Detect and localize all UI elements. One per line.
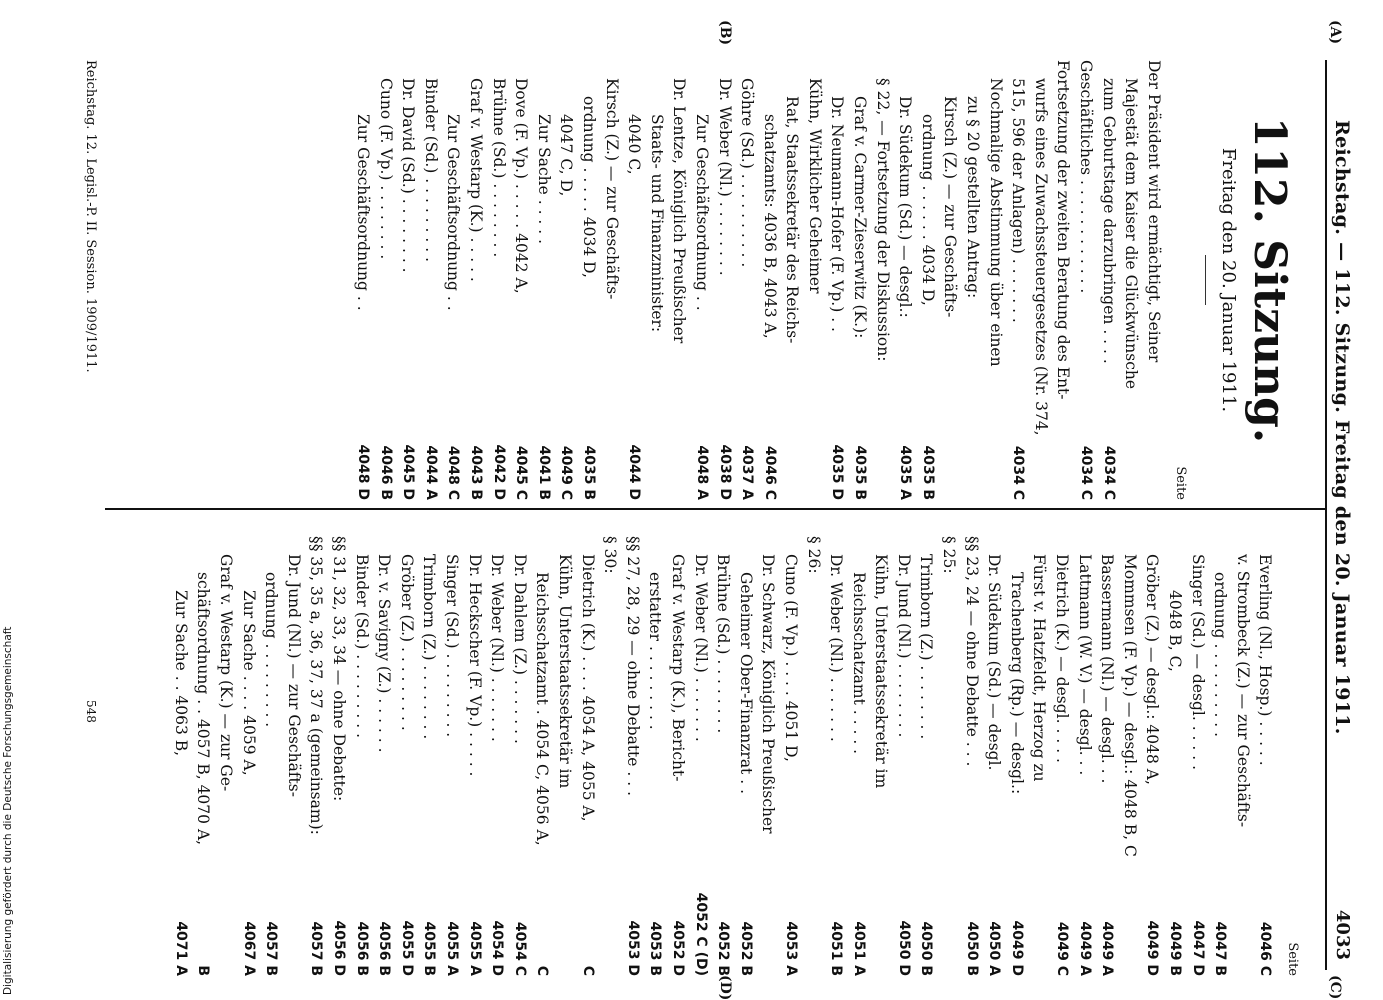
entry-text: Trachenberg (Rp.) — desgl.: <box>1007 572 1026 795</box>
index-entry <box>260 536 283 976</box>
index-entry <box>734 536 757 976</box>
entry-text: Dr. Südekum (Sd.) — desgl.: <box>896 96 915 318</box>
index-entry <box>1163 536 1186 976</box>
index-entry <box>847 536 870 976</box>
entry-text: Geheimer Ober-Finanzrat . . <box>736 572 755 794</box>
entry-text: §§ 31, 32, 33, 34 — ohne Debatte: <box>330 536 349 802</box>
entry-text: Gröber (Z.) . . . . . . . . . <box>397 554 416 731</box>
seite-label-right: Seite <box>1285 942 1300 976</box>
page-reference: 4048 A <box>693 445 710 500</box>
entry-text: Lattmann (W. V.) — desgl. . . <box>1075 554 1094 776</box>
index-entry <box>1005 536 1028 976</box>
page-reference: 4045 C <box>513 445 530 500</box>
index-entry <box>960 536 983 976</box>
index-entry <box>916 60 939 500</box>
page-reference: 4042 D <box>490 444 507 500</box>
index-entry <box>690 60 713 500</box>
entry-text: v. Strombeck (Z.) — zur Geschäfts- <box>1233 554 1252 828</box>
index-entry <box>1096 536 1119 976</box>
index-entry <box>779 536 802 976</box>
index-entry <box>397 60 420 500</box>
page-reference: 4049 D <box>1008 920 1025 976</box>
entry-text: Göhre (Sd.) . . . . . . . . . . <box>738 78 757 268</box>
entry-text: Zur Geschäftsordnung . . <box>354 114 373 311</box>
index-entry <box>215 536 238 976</box>
entry-text: Graf v. Westarp (K.) — zur Ge- <box>217 554 236 792</box>
index-entry <box>1007 60 1030 500</box>
index-entry <box>825 536 848 976</box>
page-reference: 4048 C <box>445 445 462 500</box>
entry-text: Staats- und Finanzminister: <box>647 114 666 333</box>
entry-text: Trimborn (Z.) . . . . . . . . <box>917 554 936 740</box>
entry-text: § 22, — Fortsetzung der Diskussion: <box>873 78 892 362</box>
entry-text: Dr. Neumann-Hofer (F. Vp.) . . <box>828 96 847 332</box>
entry-text: § 25: <box>940 536 959 574</box>
page-reference: 4048 D <box>355 444 372 500</box>
entry-text: 4048 B, C, <box>1166 590 1185 672</box>
page-reference: 4056 B <box>353 921 370 976</box>
index-entry <box>599 536 622 976</box>
page-reference: 4034 C <box>1010 445 1027 500</box>
entry-text: Brühne (Sd.) . . . . . . . . <box>714 554 733 734</box>
page-reference: 4055 B <box>421 921 438 976</box>
index-entry <box>826 60 849 500</box>
entry-text: Zur Geschäftsordnung . . <box>692 114 711 311</box>
entry-text: Dietrich (K.) . . . . 4054 A, 4055 A, <box>578 554 597 822</box>
page-reference: 4038 D <box>716 444 733 500</box>
index-entry <box>689 536 712 976</box>
entry-text: Dr. Schwarz, Königlich Preußischer <box>759 554 778 834</box>
index-entry <box>1142 60 1165 500</box>
index-entry <box>351 60 374 500</box>
entry-text: Fürst v. Hatzfeldt, Herzog zu <box>1030 554 1049 782</box>
page-reference: 4049 D <box>1144 920 1161 976</box>
page-reference: 4049 A <box>1076 921 1093 976</box>
entry-text: § 26: <box>804 536 823 574</box>
session-title: 112. Sitzung. <box>1244 116 1295 444</box>
page-reference: 4046 C <box>1257 921 1274 976</box>
signature-mark: 548 <box>84 700 98 723</box>
entry-text: Dr. Lentze, Königlich Preußischer <box>670 78 689 344</box>
entry-text: Dr. Weber (Nl.) . . . . . . . <box>691 554 710 742</box>
entry-text: schäftsordnung . . 4057 B, 4070 A, <box>194 572 213 846</box>
index-entry <box>915 536 938 976</box>
index-entry <box>419 60 442 500</box>
index-entry <box>555 60 578 500</box>
entry-text: Binder (Sd.) . . . . . . . . . <box>421 78 440 263</box>
entry-text: Dove (F. Vp.) . . . . . 4042 A, <box>512 78 531 294</box>
page-reference: 4053 A <box>782 921 799 976</box>
index-entry <box>849 60 872 500</box>
page-reference: 4049 A <box>1099 921 1116 976</box>
page-reference: 4041 B <box>535 445 552 500</box>
page-reference: 4050 A <box>986 921 1003 976</box>
entry-text: Kirsch (Z.) — zur Geschäfts- <box>941 96 960 318</box>
left-column <box>351 60 1303 500</box>
entry-text: Dr. Weber (Nl.) . . . . . . . <box>827 554 846 742</box>
header-title: Reichstag. — 112. Sitzung. Freitag den 20. Januar 1911. <box>1331 120 1353 735</box>
page-reference: 4035 B <box>852 445 869 500</box>
entry-text: Binder (Sd.) . . . . . . . . . <box>352 554 371 739</box>
index-entry <box>282 536 305 976</box>
page-reference: 4049 B <box>1167 921 1184 976</box>
page-reference: 4043 B <box>468 445 484 500</box>
page-reference: 4056 B <box>376 921 393 976</box>
entry-text: wurfs eines Zuwachssteuergesetzes (Nr. 374, <box>1031 78 1050 436</box>
entry-text: 4040 C, <box>625 114 644 175</box>
entry-text: Kühn, Wirklicher Geheimer <box>805 78 824 294</box>
page-reference: 4050 B <box>963 921 980 976</box>
page-reference: 4047 D <box>1189 920 1206 976</box>
page-reference: 4052 C (D) <box>692 892 709 976</box>
index-entry <box>374 60 397 500</box>
entry-text: Dr. Dahlem (Z.) . . . . . . . <box>510 554 529 744</box>
index-entry <box>192 536 215 976</box>
page-reference: 4046 C <box>761 445 778 500</box>
entry-text: Gröber (Z.) — desgl.: 4048 A, <box>1143 554 1162 785</box>
entry-text: Graf v. Westarp (K.) . . . . . <box>467 78 485 282</box>
index-entry <box>645 60 668 500</box>
index-entry <box>1186 536 1209 976</box>
margin-mark-c: (C) <box>1327 975 1343 1000</box>
index-entry <box>736 60 759 500</box>
entry-text: Dr. Jund (Nl.) — zur Geschäfts- <box>284 554 303 797</box>
index-entry <box>418 536 441 976</box>
index-entry <box>553 536 576 976</box>
page-reference: 4051 A <box>850 921 867 976</box>
page-reference: 4044 D <box>626 444 643 500</box>
index-entry <box>871 60 894 500</box>
entry-text: Mommsen (F. Vp.) — desgl.: 4048 B, C <box>1120 554 1139 857</box>
page-reference: 4051 B <box>828 921 845 976</box>
digitization-note: Digitalisierung gefördert durch die Deutsche Forschungsgemeinschaft <box>2 626 14 995</box>
entry-text: Singer (Sd.) . . . . . . . . . <box>443 554 462 738</box>
page-reference: 4052 D <box>669 920 686 976</box>
page-reference: 4055 D <box>398 920 415 976</box>
margin-mark-b: (B) <box>717 20 733 46</box>
entry-text: Graf v. Carmer-Zieserwitz (K.): <box>851 96 870 339</box>
page-reference: 4035 A <box>897 445 914 500</box>
index-entry <box>712 536 735 976</box>
entry-text: Der Präsident wird ermächtigt, Seiner <box>1144 60 1163 363</box>
entry-text: 515, 596 der Anlagen) . . . . . . . <box>1009 78 1028 323</box>
page-reference: 4037 A <box>739 445 756 500</box>
entry-text: Zur Sache . . . . 4059 A, <box>239 590 258 776</box>
page-reference: 4035 B <box>580 445 597 500</box>
page-reference: 4035 B <box>919 445 936 500</box>
page-reference: 4052 B <box>737 921 754 976</box>
entry-text: §§ 23, 24 — ohne Debatte . . . <box>962 536 981 767</box>
index-entry <box>576 536 599 976</box>
margin-mark-d: (D) <box>717 975 733 1000</box>
index-entry <box>169 536 192 976</box>
page-reference: 4045 D <box>400 444 417 500</box>
page-reference: B <box>195 965 212 976</box>
page-reference: 4050 D <box>895 920 912 976</box>
entry-text: Everling (Nl., Hosp.) . . . . . <box>1256 554 1275 766</box>
index-entry <box>486 536 509 976</box>
entry-text: Kirsch (Z.) — zur Geschäfts- <box>602 78 621 300</box>
page-reference: 4056 D <box>331 920 348 976</box>
index-entry <box>1231 536 1254 976</box>
index-entry <box>440 536 463 976</box>
entry-text: Cuno (F. Vp.) . . . . 4051 D, <box>781 554 800 762</box>
footer-text: Reichstag. 12. Legisl.-P. II. Session. 1909/1911. <box>83 60 98 373</box>
entry-text: Dr. Heckscher (F. Vp.) . . . . . <box>465 554 484 777</box>
entry-text: 4047 C, D, <box>557 114 576 197</box>
entry-text: § 30: <box>601 536 620 574</box>
index-entry <box>237 536 260 976</box>
index-entry <box>1097 60 1120 500</box>
page-reference: 4049 C <box>558 445 575 500</box>
index-entry <box>531 536 554 976</box>
index-entry <box>508 536 531 976</box>
entry-text: Trimborn (Z.) . . . . . . . . <box>420 554 439 740</box>
entry-text: Cuno (F. Vp.) . . . . . . . . <box>376 78 395 260</box>
index-entry <box>532 60 555 500</box>
index-entry <box>1120 60 1143 500</box>
index-entry <box>1052 60 1075 500</box>
page-reference: 4035 D <box>829 444 846 500</box>
entry-text: Dietrich (K.) — desgl. . . . . <box>1053 554 1072 763</box>
index-entry <box>373 536 396 976</box>
index-entry <box>894 60 917 500</box>
index-entry <box>600 60 623 500</box>
entry-text: Nochmalige Abstimmung über einen <box>986 78 1005 367</box>
seite-label-left: Seite <box>1173 466 1189 500</box>
index-entry <box>781 60 804 500</box>
index-entry <box>983 536 1006 976</box>
index-entry <box>350 536 373 976</box>
index-entry <box>802 536 825 976</box>
page-reference: 4049 C <box>1054 921 1071 976</box>
index-entry <box>938 536 961 976</box>
index-entry <box>1029 60 1052 500</box>
right-column <box>169 536 1303 976</box>
short-rule <box>1205 255 1206 305</box>
page-reference: 4054 D <box>489 920 506 976</box>
header-rule <box>1325 60 1327 970</box>
page-reference: 4057 B <box>263 921 280 976</box>
entry-text: Zur Sache . . . . . <box>534 114 553 245</box>
entry-text: erstatter . . . . . . . . . <box>646 572 665 730</box>
index-entry <box>666 536 689 976</box>
page-reference: C <box>534 965 551 976</box>
index-entry <box>621 536 644 976</box>
entry-text: Dr. David (Sd.) . . . . . . . . <box>399 78 418 273</box>
entry-text: Dr. Weber (Nl.) . . . . . . . <box>488 554 507 742</box>
index-entry <box>327 536 350 976</box>
entry-text: Rat, Staatssekretär des Reichs- <box>783 96 802 344</box>
page-reference: C <box>579 965 596 976</box>
entry-text: Majestät dem Kaiser die Glückwünsche <box>1122 78 1141 390</box>
entry-text: Dr. v. Savigny (Z.) . . . . . . <box>375 554 394 753</box>
index-entry <box>668 60 691 500</box>
entry-text: Dr. Jund (Nl.) . . . . . . . . <box>894 554 913 738</box>
session-date: Freitag den 20. Januar 1911. <box>1218 147 1239 413</box>
entry-text: Brühne (Sd.) . . . . . . . . <box>489 78 508 258</box>
page-reference: 4047 B <box>1212 921 1229 976</box>
entry-text: Geschäftliches . . . . . . . . . . . . <box>1077 60 1096 294</box>
entry-text: Fortsetzung der zweiten Beratung des Ent- <box>1054 60 1073 400</box>
index-entry <box>487 60 510 500</box>
column-divider <box>105 508 1325 510</box>
entry-text: Reichsschatzamt . . . . . <box>849 572 868 755</box>
index-entry <box>395 536 418 976</box>
index-entry <box>713 60 736 500</box>
page-reference: 4034 C <box>1100 445 1117 500</box>
index-entry <box>961 60 984 500</box>
entry-text: ordnung . . . . . . . . . <box>262 572 281 728</box>
page-reference: 4067 A <box>240 921 257 976</box>
page-reference: 4071 A <box>172 921 189 976</box>
index-entry <box>984 60 1007 500</box>
index-entry <box>464 60 487 500</box>
index-entry <box>1118 536 1141 976</box>
entry-text: schatzamts: 4036 B, 4043 A, <box>760 114 779 339</box>
index-entry <box>1028 536 1051 976</box>
entry-text: zum Geburtstage darzubringen . . . . <box>1099 78 1118 364</box>
index-entry <box>1074 60 1097 500</box>
index-entry <box>1141 536 1164 976</box>
entry-text: §§ 35, 35 a, 36, 37, 37 a (gemeinsam): <box>307 536 326 835</box>
entry-text: Zur Sache . . 4063 B, <box>171 590 190 757</box>
page-number: 4033 <box>1332 909 1353 960</box>
page-reference: 4054 C <box>511 921 528 976</box>
index-entry <box>442 60 465 500</box>
page-reference: 4050 B <box>918 921 935 976</box>
entry-text: Dr. Weber (Nl.) . . . . . . . . <box>715 78 734 276</box>
index-entry <box>644 536 667 976</box>
page-reference: 4055 A <box>466 921 483 976</box>
entry-text: §§ 27, 28, 29 — ohne Debatte . . . <box>623 536 642 797</box>
index-entry <box>757 536 780 976</box>
entry-text: Graf v. Westarp (K.), Bericht- <box>668 554 687 782</box>
index-entry <box>758 60 781 500</box>
entry-text: Kühn, Unterstaatssekretär im <box>872 554 891 789</box>
entry-text: Kühn, Unterstaatssekretär im <box>556 554 574 789</box>
page-reference: 4052 B <box>715 921 732 976</box>
index-entry <box>870 536 893 976</box>
entry-text: Singer (Sd.) — desgl. . . . . . <box>1188 554 1207 771</box>
page-reference: 4055 A <box>444 921 461 976</box>
page-reference: 4053 D <box>624 920 641 976</box>
running-header <box>1327 60 1353 960</box>
entry-text: ordnung . . . . . . . . . . <box>1211 572 1230 738</box>
index-entry <box>892 536 915 976</box>
index-entry <box>1073 536 1096 976</box>
index-entry <box>939 60 962 500</box>
index-entry <box>305 536 328 976</box>
index-entry <box>463 536 486 976</box>
index-entry <box>1050 536 1073 976</box>
entry-text: Dr. Südekum (Sd.) — desgl. <box>985 554 1004 771</box>
entry-text: ordnung . . . . . . 4034 D, <box>918 114 937 306</box>
index-entry <box>1209 536 1232 976</box>
index-entry <box>623 60 646 500</box>
entry-text: zu § 20 gestellten Antrag: <box>964 96 983 299</box>
index-entry <box>577 60 600 500</box>
entry-text: Reichsschatzamt . 4054 C, 4056 A, <box>533 572 552 846</box>
index-entry <box>803 60 826 500</box>
page-reference: 4057 B <box>308 921 325 976</box>
index-entry <box>510 60 533 500</box>
page-reference: 4053 B <box>647 921 664 976</box>
entry-text: ordnung . . . . . 4034 D, <box>579 96 598 278</box>
entry-text: Zur Geschäftsordnung . . <box>444 114 463 311</box>
page-reference: 4034 C <box>1078 445 1095 500</box>
entry-text: Bassermann (Nl.) — desgl. . . <box>1098 554 1117 784</box>
margin-mark-a: (A) <box>1327 20 1343 45</box>
page-reference: 4046 B <box>377 445 394 500</box>
index-entry <box>1254 536 1277 976</box>
page-reference: 4044 A <box>422 445 439 500</box>
